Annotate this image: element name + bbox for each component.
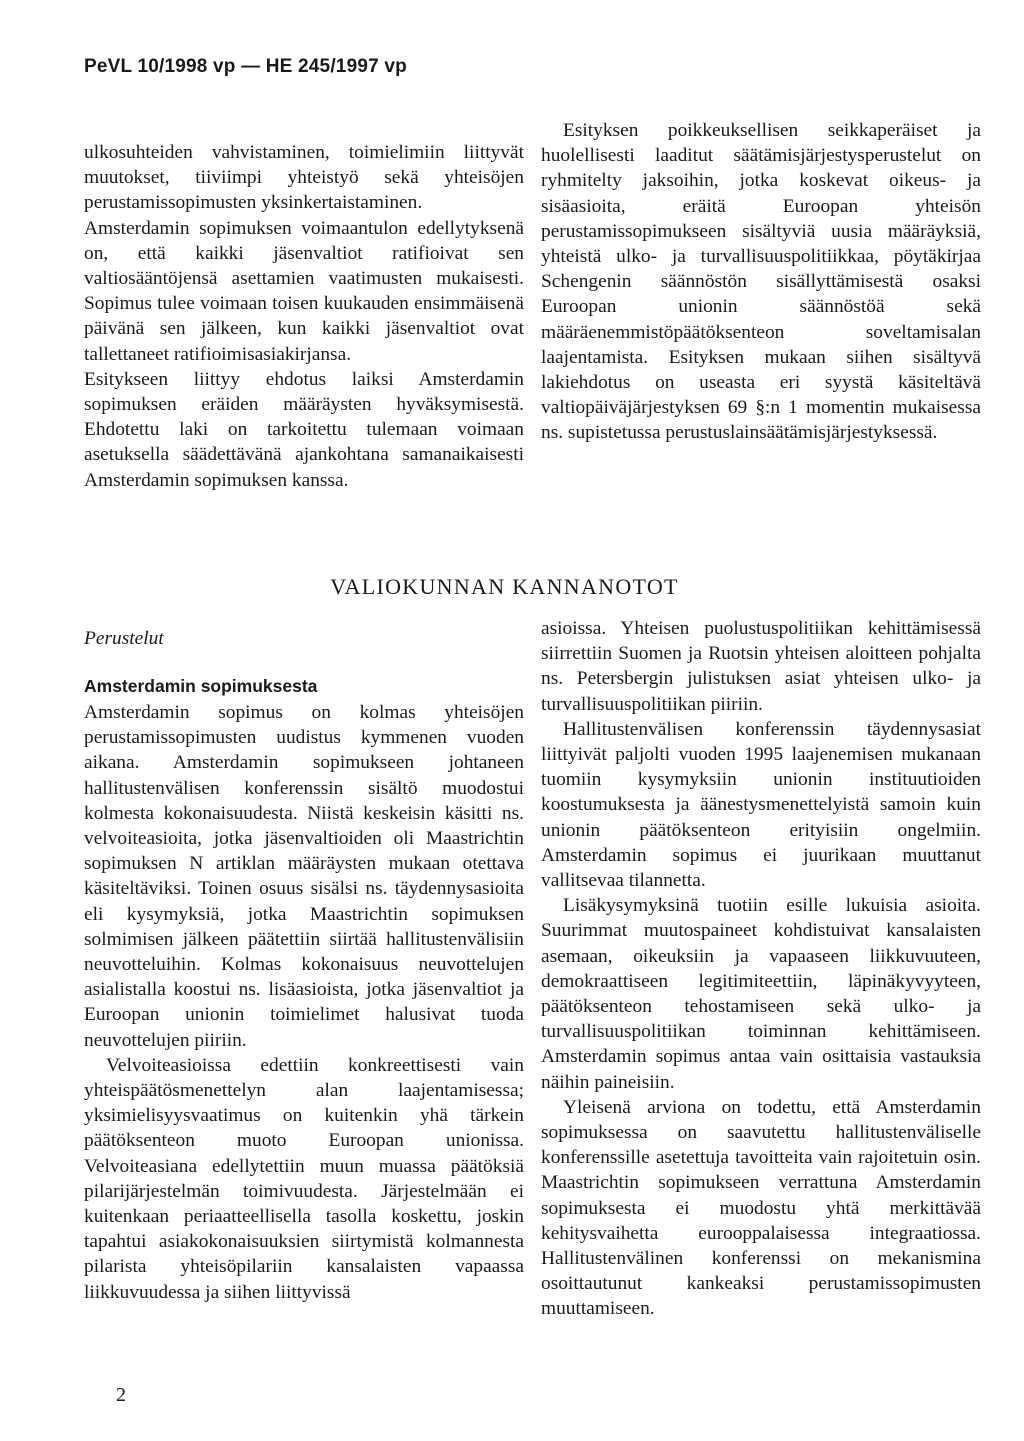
running-header: PeVL 10/1998 vp — HE 245/1997 vp — [84, 56, 407, 77]
subheading: Amsterdamin sopimuksesta — [84, 676, 318, 696]
intro-left-paragraph-3: Esitykseen liittyy ehdotus laiksi Amsterdamin sopimuksen eräiden määräysten hyväksymisestä. Ehdotettu laki on tarkoitettu tulemaan voimaan asetuksella säädettävänä ajankohtana samanaikaisesti Amsterdamin sopimuksen kanssa. — [84, 368, 524, 491]
intro-left-paragraph-1: ulkosuhteiden vahvistaminen, toimielimiin liittyvät muutokset, tiiviimpi yhteistyö sekä yhteisöjen perustamissopimusten yksinkertaistaminen. — [84, 142, 524, 214]
intro-left-paragraph-2: Amsterdamin sopimuksen voimaantulon edellytyksenä on, että kaikki jäsenvaltiot ratifioivat sen valtiosääntöjensä asettamien vaatimusten mukaisesti. Sopimus tulee voimaan toisen kuukauden ensimmäisenä päivänä sen jälkeen, kun kaikki jäsenvaltiot ovat tallettaneet ratifioimisasiakirjansa. — [84, 217, 524, 365]
intro-right-paragraph-1: Esityksen poikkeuksellisen seikkaperäiset ja huolellisesti laaditut säätämisjärjestysperustelut on ryhmitelty jaksoihin, jotka koskevat oikeus- ja sisäasioita, eräitä Euroopan yhteisön perustamissopimukseen sisältyviä uusia määräyksiä, yhteistä ulko- ja turvallisuuspolitiikkaa, pöytäkirjaa Schengenin säännöstön sisällyttämisestä osaksi Euroopan unionin säännöstöä sekä määräenemmistöpäätöksenteon soveltamisalan laajentamista. Esityksen mukaan siihen sisältyvä lakiehdotus on useasta eri syystä käsiteltävä valtiopäiväjärjestyksen 69 §:n 1 momentin mukaisessa ns. supistetussa perustuslainsäätämisjärjestyksessä. — [541, 120, 981, 444]
body-left-paragraph-2: Velvoiteasioissa edettiin konkreettisesti vain yhteispäätösmenettelyn alan laajentamisessa; yksimielisyysvaatimus on kuitenkin yhä tärkein päätöksenteon muoto Euroopan unionissa. Velvoiteasiana edellytettiin muun muassa päätöksiä pilarijärjestelmän toimivuudesta. Järjestelmään ei kuitenkaan periaatteellisella tasolla koskettu, joskin tapahtui asiakokonaisuuksien siirtymistä kolmannesta pilarista yhteisöpilariin kansalaisten vapaassa liikkuvuudessa ja siihen liittyvissä — [84, 1054, 524, 1303]
page-number: 2 — [116, 1384, 126, 1406]
body-right-paragraph-2: Hallitustenvälisen konferenssin täydennysasiat liittyivät paljolti vuoden 1995 laajenemisen mukanaan tuomiin kysymyksiin unionin instituutioiden koostumuksesta ja äänestysmenettelyistä samoin kuin unionin päätöksenteon erityisiin ongelmiin. Amsterdamin sopimus ei juurikaan muuttanut vallitsevaa tilannetta. — [541, 718, 981, 892]
body-left-column — [84, 700, 524, 1305]
body-right-column — [541, 616, 981, 1322]
intro-left-column — [84, 140, 524, 493]
body-right-paragraph-1: asioissa. Yhteisen puolustuspolitiikan kehittämisessä siirrettiin Suomen ja Ruotsin yhteisen aloitteen pohjalta ns. Petersbergin julistuksen asiat yhteisen ulko- ja turvallisuuspolitiikan piiriin. — [541, 618, 981, 715]
intro-right-column — [541, 118, 981, 446]
body-left-paragraph-1: Amsterdamin sopimus on kolmas yhteisöjen perustamissopimusten uudistus kymmenen vuoden aikana. Amsterdamin sopimukseen johtaneen hallitustenvälisen konferenssin sisältö muodostui kolmesta kokonaisuudesta. Niistä keskeisin käsitti ns. velvoiteasioita, jotka jäsenvaltioiden oli Maastrichtin sopimuksen N artiklan määräysten mukaan otettava käsiteltäviksi. Toinen osuus sisälsi ns. täydennysasioita eli kysymyksiä, jotka Maastrichtin sopimuksen solmimisen jälkeen päätettiin siirtää hallitustenvälisiin neuvotteluihin. Kolmas kokonaisuus neuvottelujen asialistalla koostui ns. lisäasioista, jotka jäsenvaltiot ja Euroopan unionin toimielimet halusivat tuoda neuvottelujen piiriin. — [84, 702, 524, 1051]
section-title: VALIOKUNNAN KANNANOTOT — [330, 574, 679, 599]
body-right-paragraph-3: Lisäkysymyksinä tuotiin esille lukuisia asioita. Suurimmat muutospaineet kohdistuivat kansalaisten asemaan, oikeuksiin ja vapaaseen liikkuvuuteen, demokraattiseen legitimiteettiin, läpinäkyvyyteen, päätöksenteon tehostamiseen sekä ulko- ja turvallisuuspolitiikan toiminnan kehittämiseen. Amsterdamin sopimus antaa vain osittaisia vastauksia näihin paineisiin. — [541, 895, 981, 1093]
subsection-title: Perustelut — [84, 628, 164, 649]
body-right-paragraph-4: Yleisenä arviona on todettu, että Amsterdamin sopimuksessa on saavutettu hallitustenväliselle konferenssille asetettuja tavoitteita vain rajoitetuin osin. Maastrichtin sopimukseen verrattuna Amsterdamin sopimuksesta ei muodostu yhtä merkittävää kehitysvaihetta eurooppalaisessa integraatiossa. Hallitustenvälinen konferenssi on mekanismina osoittautunut kankeaksi perustamissopimusten muuttamiseen. — [541, 1096, 981, 1320]
